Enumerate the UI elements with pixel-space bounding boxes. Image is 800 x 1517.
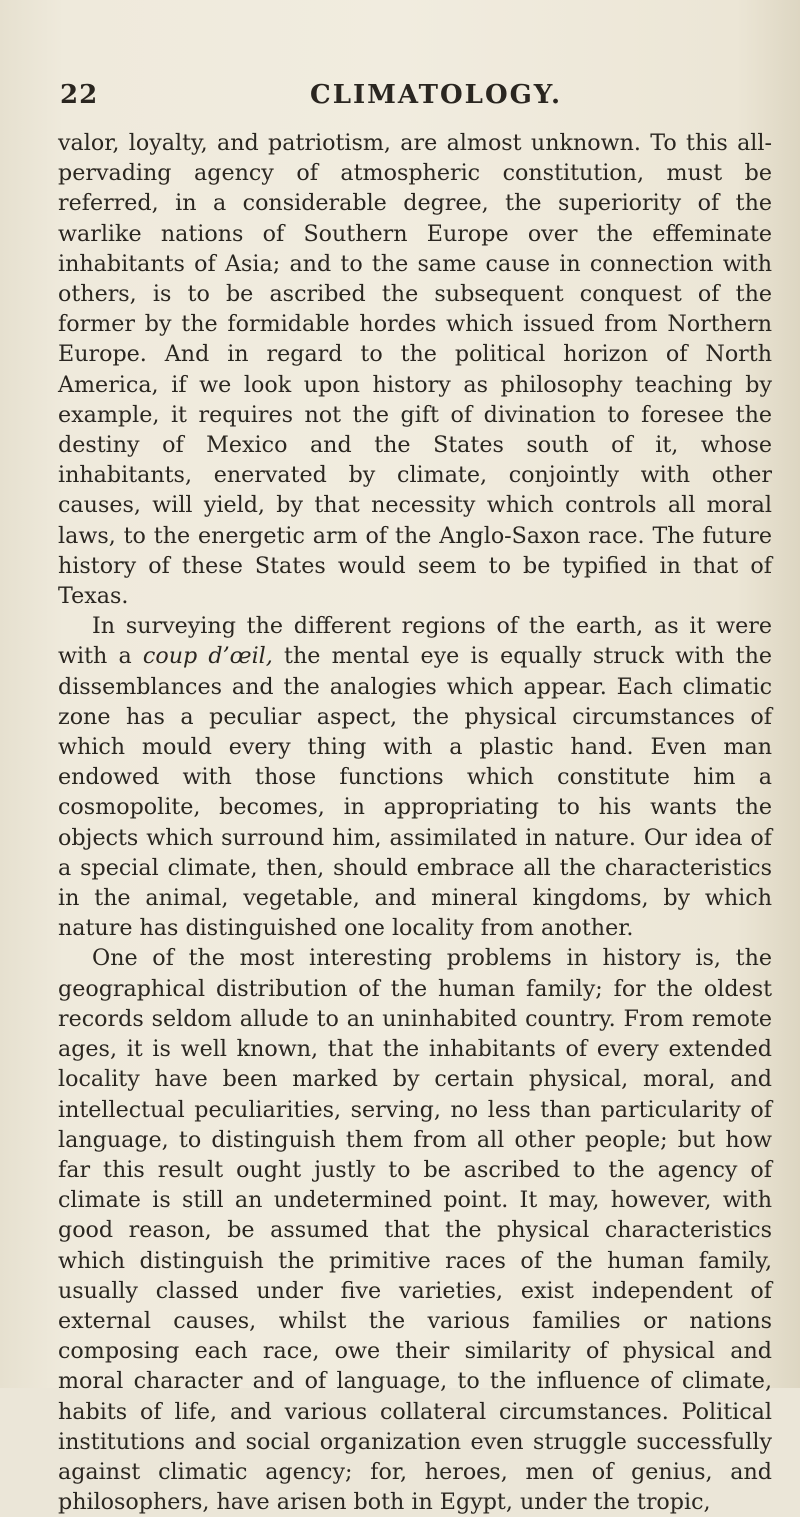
- body-text: [58, 128, 772, 1517]
- paragraph-2-end: the mental eye is equally struck with the dissemblances and the analogies which appear. Each climatic zone has a peculiar aspect, the physical circumstances of which mould every thing with a plastic hand. Even man endowed with those functions which constitute him a cosmopolite, becomes, in appropriating to his wants the objects which surround him, assimilated in nature. Our idea of a special climate, then, should embrace all the characteristics in the animal, vegetable, and mineral kingdoms, by which nature has distinguished one locality from another.: [58, 643, 772, 942]
- running-head: CLIMATOLOGY.: [310, 80, 563, 110]
- page-number: 22: [60, 80, 99, 110]
- page-header: [60, 80, 760, 120]
- paragraph-2-start: In surveying the different regions of the earth, as it were with a: [58, 613, 772, 670]
- paragraph-2-italic: coup d’œil,: [142, 643, 273, 670]
- paragraph-2: [58, 611, 772, 943]
- paragraph-1: valor, loyalty, and patriotism, are almost unknown. To this all-pervading agency of atmospheric constitution, must be referred, in a considerable degree, the superiority of the warlike nations of Southern Europe over the effeminate inhabitants of Asia; and to the same cause in connection with others, is to be ascribed the subsequent conquest of the former by the formidable hordes which issued from Northern Europe. And in regard to the political horizon of North America, if we look upon history as philosophy teaching by example, it requires not the gift of divination to foresee the destiny of Mexico and the States south of it, whose inhabitants, enervated by climate, conjointly with other causes, will yield, by that necessity which controls all moral laws, to the energetic arm of the Anglo-Saxon race. The future history of these States would seem to be typified in that of Texas.: [58, 130, 772, 610]
- paragraph-3: One of the most interesting problems in history is, the geographical distribution of the human family; for the oldest records seldom allude to an uninhabited country. From remote ages, it is well known, that the inhabitants of every extended locality have been marked by certain physical, moral, and intellectual peculiarities, serving, no less than particularity of language, to distinguish them from all other people; but how far this result ought justly to be ascribed to the agency of climate is still an undetermined point. It may, however, with good reason, be assumed that the physical characteristics which distinguish the primitive races of the human family, usually classed under five varieties, exist independent of external causes, whilst the various families or nations composing each race, owe their similarity of physical and moral character and of language, to the influence of climate, habits of life, and various collateral circumstances. Political institutions and social organization even struggle successfully against climatic agency; for, heroes, men of genius, and philosophers, have arisen both in Egypt, under the tropic,: [58, 945, 772, 1516]
